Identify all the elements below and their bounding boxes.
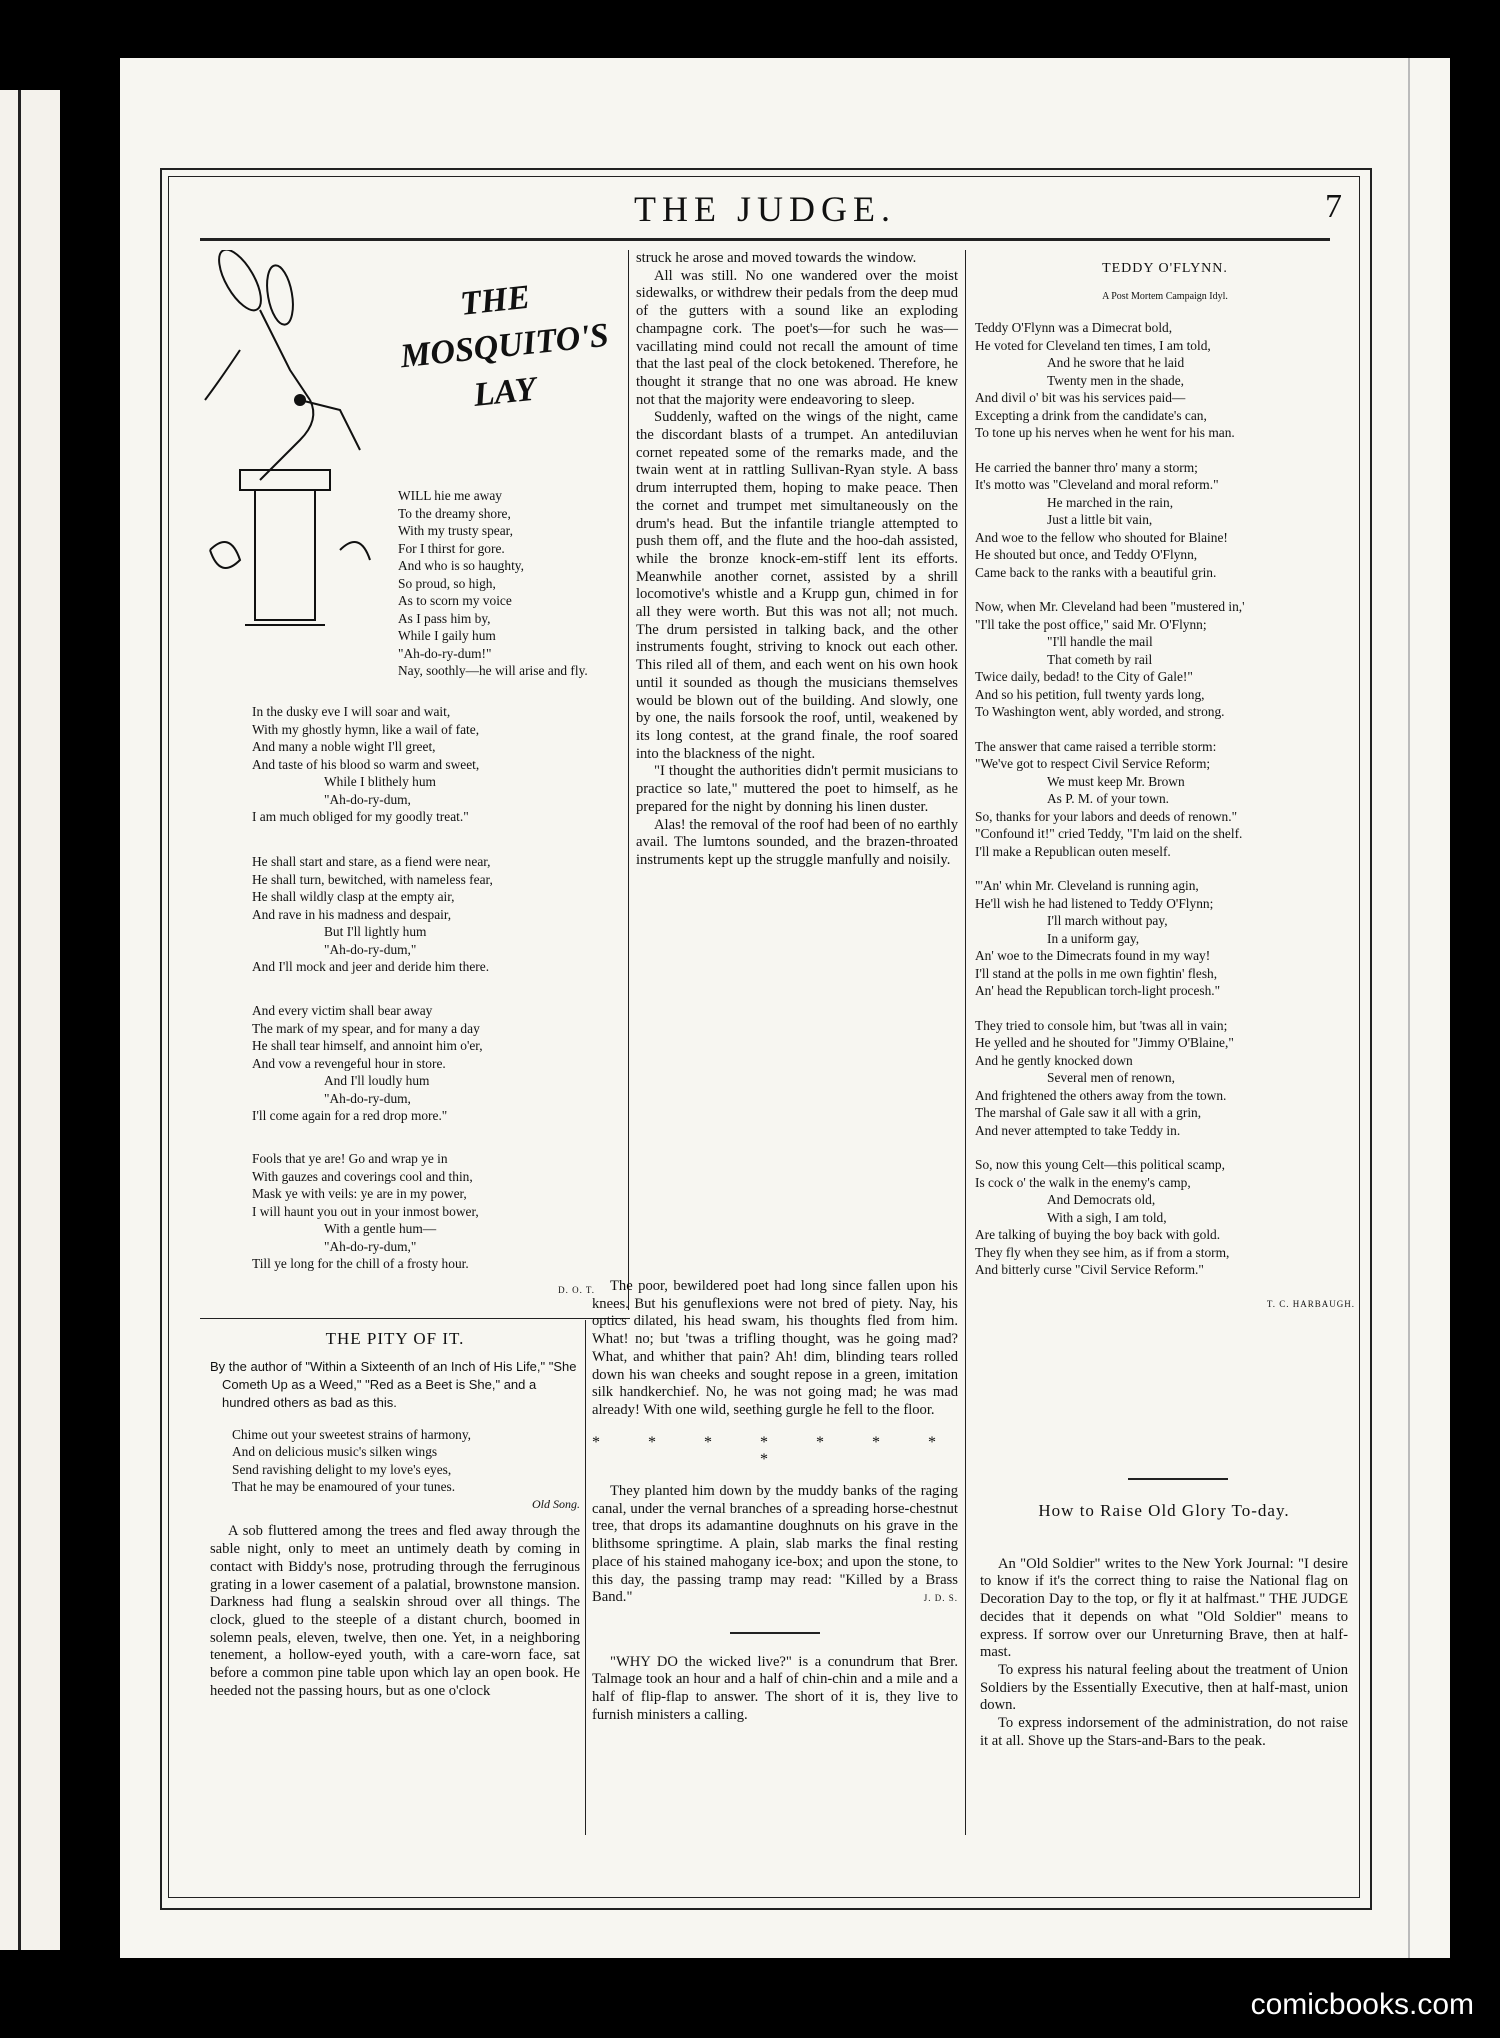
poem-line: Is cock o' the walk in the enemy's camp, — [975, 1174, 1191, 1190]
poem-line: As to scorn my voice — [398, 593, 512, 608]
poem-line: "Confound it!" cried Teddy, "I'm laid on the shelf. — [975, 826, 1243, 841]
poem-line: But I'll lightly hum — [324, 924, 427, 939]
poem-line: Nay, soothly—he will arise and fly. — [398, 663, 588, 678]
poem-line: And taste of his blood so warm and sweet, — [252, 756, 480, 772]
paragraph: The poor, bewildered poet had long since fallen upon his knees. But his genuflexions were not bred of piety. Nay, his optics dilated, his head swam, his thoughts fled from him. What! no; but 'twas a trifling thought, was he going mad? What, and whither that pain? Ah! dim, blinding tears rolled down his wan cheeks and sought repose in a green, imitation silk handkerchief. No, he was not going mad; he was mad already! With one wild, seething gurgle he fell to the floor. — [592, 1278, 958, 1418]
teddy-subtitle: A Post Mortem Campaign Idyl. — [1102, 290, 1228, 302]
section-rule — [200, 1318, 630, 1319]
pity-title: THE PITY OF IT. — [325, 1329, 465, 1348]
pity-article — [210, 1330, 580, 1700]
poem-line: As P. M. of your town. — [1047, 791, 1170, 806]
poem-line: Now, when Mr. Cleveland had been "mustered in,' — [975, 599, 1245, 614]
poem-line: To Washington went, ably worded, and strong. — [975, 704, 1225, 719]
mosquito-stanza-5 — [252, 1150, 622, 1273]
teddy-stanza — [975, 1017, 1355, 1140]
poem-line: That cometh by rail — [1047, 651, 1153, 667]
poem-line: And bitterly curse "Civil Service Reform." — [975, 1262, 1204, 1277]
poem-line: And rave in his madness and despair, — [252, 906, 452, 922]
paragraph: Alas! the removal of the roof had been of no earthly avail. The lumtons sounded, and the brazen-throated instruments kept up the struggle manfully and noisily. — [636, 816, 958, 868]
poem-line: And divil o' bit was his services paid— — [975, 390, 1186, 405]
poem-line: WILL hie me away — [398, 488, 502, 503]
poem-line: That he may be enamoured of your tunes. — [232, 1479, 456, 1495]
mosquito-art-title: THE MOSQUITO'S LAY — [398, 278, 611, 414]
mosquito-stanza-3 — [252, 853, 622, 976]
poem-line: And frightened the others away from the town. — [975, 1087, 1227, 1103]
short-rule — [1128, 1478, 1228, 1480]
poem-line: An' head the Republican torch-light procesh." — [975, 983, 1221, 998]
paragraph: struck he arose and moved towards the window. — [636, 250, 917, 266]
column-divider — [585, 1320, 586, 1835]
poem-line: Chime out your sweetest strains of harmony, — [232, 1426, 472, 1442]
poem-line: I will haunt you out in your inmost bower, — [252, 1203, 479, 1219]
poem-line: And many a noble wight I'll greet, — [252, 739, 436, 754]
paragraph: "WHY DO the wicked live?" is a conundrum that Brer. Talmage took an hour and a half of chin-chin and a mile and a half of flip-flap to answer. The short of it is, they live to furnish ministers a calling. — [592, 1653, 958, 1723]
poem-line: Several men of renown, — [1047, 1070, 1175, 1085]
poem-line: They tried to console him, but 'twas all in vain; — [975, 1017, 1228, 1033]
poem-line: He shall start and stare, as a fiend were near, — [252, 854, 491, 869]
poem-line: "Ah-do-ry-dum!" — [398, 645, 492, 661]
poem-line: And he swore that he laid — [1047, 355, 1185, 370]
poem-line: And who is so haughty, — [398, 558, 524, 573]
poem-line: And on delicious music's silken wings — [232, 1444, 438, 1460]
poem-line: The marshal of Gale saw it all with a grin, — [975, 1105, 1202, 1120]
poem-line: "I'll take the post office," said Mr. O'Flynn; — [975, 616, 1207, 632]
masthead-title: THE JUDGE. — [634, 189, 896, 229]
poem-line: I'll come again for a red drop more." — [252, 1108, 448, 1123]
poem-line: For I thirst for gore. — [398, 540, 505, 556]
poem-line: So proud, so high, — [398, 575, 496, 591]
poem-line: "Ah-do-ry-dum, — [324, 1090, 411, 1106]
poem-line: "I'll handle the mail — [1047, 634, 1153, 649]
poem-line: And I'll mock and jeer and deride him there. — [252, 959, 490, 974]
poem-line: And every victim shall bear away — [252, 1003, 433, 1018]
teddy-stanza — [975, 459, 1355, 582]
poem-line: In the dusky eve I will soar and wait, — [252, 704, 451, 719]
poem-line: "'An' whin Mr. Cleveland is running agin, — [975, 878, 1199, 893]
pity-epigraph — [210, 1426, 580, 1496]
poem-line: In a uniform gay, — [1047, 930, 1140, 946]
mosquito-stanza-2 — [252, 703, 622, 826]
page-number: 7 — [1325, 188, 1342, 225]
poem-line: And I'll loudly hum — [324, 1073, 430, 1088]
poem-line: He shall wildly clasp at the empty air, — [252, 889, 455, 904]
paragraph-signature: J. D. S. — [923, 1592, 958, 1603]
mosquito-stanza-1 — [398, 487, 618, 680]
poem-line: And Democrats old, — [1047, 1192, 1156, 1207]
poem-line: Teddy O'Flynn was a Dimecrat bold, — [975, 320, 1173, 335]
paragraph: To express his natural feeling about the treatment of Union Soldiers by the Essentially Executive, then at half-mast, union down. — [980, 1661, 1348, 1714]
poem-line: He voted for Cleveland ten times, I am told, — [975, 337, 1211, 353]
poem-line: "Ah-do-ry-dum," — [324, 941, 417, 957]
poem-line: Till ye long for the chill of a frosty hour. — [252, 1256, 469, 1271]
section-stars: * * * * * * * * — [592, 1433, 958, 1469]
poem-line: "Ah-do-ry-dum, — [324, 791, 411, 807]
pity-paragraph: A sob fluttered among the trees and fled away through the sable night, only to meet an untimely death by coming in contact with Biddy's nose, protruding through the ferruginous grating in a lower casement of a palatial, brownstone mansion. Darkness had flung a sealskin shroud over all things. The clock, glued to the steeple of a distant church, boomed in solemn peals, eleven, twelve, then one. Yet, in a neighboring tenement, a hollow-eyed youth, with a care-worn face, sat before a common pine table upon which lay an open book. He heeded not the passing hours, but as one o'clock — [210, 1523, 580, 1699]
middle-column-lower — [592, 1278, 958, 1724]
poem-line: He'll wish he had listened to Teddy O'Flynn; — [975, 895, 1214, 911]
glory-article — [980, 1502, 1348, 1750]
poem-line: He yelled and he shouted for "Jimmy O'Blaine," — [975, 1035, 1234, 1050]
mosquito-signature: D. O. T. — [558, 1285, 595, 1295]
column-divider — [965, 250, 966, 1835]
teddy-signature: T. C. HARBAUGH. — [1266, 1298, 1355, 1309]
poem-line: Mask ye with veils: ye are in my power, — [252, 1186, 467, 1201]
masthead — [180, 188, 1350, 238]
poem-line: So, thanks for your labors and deeds of renown." — [975, 808, 1238, 824]
poem-line: I am much obliged for my goodly treat." — [252, 809, 469, 824]
poem-line: And he gently knocked down — [975, 1052, 1133, 1068]
poem-line: An' woe to the Dimecrats found in my way! — [975, 948, 1211, 963]
poem-line: He carried the banner thro' many a storm; — [975, 459, 1198, 475]
pity-byline: By the author of "Within a Sixteenth of an Inch of His Life," "She Cometh Up as a Weed," "Red as a Beet is She," and a hundred others as bad as this. — [210, 1358, 577, 1410]
middle-column — [636, 250, 958, 870]
poem-line: I'll stand at the polls in me own fightin' flesh, — [975, 965, 1218, 981]
poem-line: "We've got to respect Civil Service Reform; — [975, 756, 1211, 771]
column-divider — [628, 250, 629, 1310]
teddy-poem — [975, 260, 1355, 1313]
teddy-stanza — [975, 738, 1355, 861]
poem-line: Are talking of buying the boy back with gold. — [975, 1227, 1221, 1242]
teddy-stanza — [975, 598, 1355, 721]
poem-line: We must keep Mr. Brown — [1047, 773, 1185, 789]
poem-line: Send ravishing delight to my love's eyes, — [232, 1461, 452, 1477]
paragraph: An "Old Soldier" writes to the New York Journal: "I desire to know if it's the correct thing to raise the National flag on Decoration Day to the top, or fly it at halfmast." THE JUDGE decides that it depends on what "Old Soldier" means to express. If sorrow over our Unreturning Brave, then at half-mast. — [980, 1555, 1348, 1661]
poem-line: Twice daily, bedad! to the City of Gale!" — [975, 669, 1193, 684]
glory-title: How to Raise Old Glory To-day. — [1038, 1501, 1290, 1520]
mosquito-stanza-4 — [252, 1002, 622, 1125]
poem-line: He marched in the rain, — [1047, 494, 1174, 510]
teddy-stanza — [975, 1156, 1355, 1279]
paragraph: They planted him down by the muddy banks of the raging canal, under the vernal branches of a spreading horse-chestnut tree, that drops its adamantine doughnuts on his grave in the blithsome springtime. A plain, slab marks the final resting place of his stained mahogany ice-box; and upon the stone, to this day, the passing tramp may read: "Killed by a Brass Band." — [592, 1483, 958, 1606]
poem-line: I'll march without pay, — [1047, 913, 1168, 928]
paragraph: Suddenly, wafted on the wings of the night, came the discordant blasts of a trumpet. An antediluvian cornet repeated some of the remarks made, and the twain went at in rattling Sullivan-Ryan style. A bass drum interrupted them, hoping to make peace. Then the cornet and trumpet met simultaneously on the drum's head. But the infantile triangle attempted to push them off, and the flute and the hoo-dah assisted, while the bronze knock-em-stiff lent its efforts. Meanwhile another cornet, assisted by a shrill locomotive's whistle and a Krupp gun, chimed in for all they were worth. But this was not all; not much. The drum persisted in talking back, and the other instruments fought, striving to knock out each other. This riled all of them, and each went on his own hook until it sounded as though the musicians themselves would be blown out of the building. And slowly, one by one, the nails forsook the roof, until, weakened by its long contest, at the grand finale, the roof soared into the blackness of the night. — [636, 409, 958, 762]
poem-line: So, now this young Celt—this political scamp, — [975, 1157, 1225, 1172]
watermark: comicbooks.com — [1250, 1988, 1474, 2021]
paragraph: "I thought the authorities didn't permit musicians to practice so late," muttered the poet to himself, as he prepared for the night by donning his linen duster. — [636, 763, 958, 815]
poem-line: The answer that came raised a terrible storm: — [975, 738, 1217, 754]
poem-line: Excepting a drink from the candidate's can, — [975, 407, 1207, 423]
poem-line: With a sigh, I am told, — [1047, 1209, 1167, 1225]
poem-line: And woe to the fellow who shouted for Blaine! — [975, 529, 1228, 545]
poem-line: While I gaily hum — [398, 628, 496, 643]
paragraph: To express indorsement of the administration, do not raise it at all. Shove up the Stars-and-Bars to the peak. — [980, 1715, 1348, 1749]
header-rule — [200, 238, 1330, 241]
poem-line: I'll make a Republican outen meself. — [975, 843, 1171, 859]
poem-line: While I blithely hum — [324, 774, 436, 789]
adjacent-page-edge — [0, 90, 60, 1950]
poem-line: Twenty men in the shade, — [1047, 372, 1185, 388]
teddy-stanza — [975, 319, 1355, 442]
poem-line: "Ah-do-ry-dum," — [324, 1238, 417, 1254]
epigraph-source: Old Song. — [532, 1496, 580, 1511]
poem-line: He shall turn, bewitched, with nameless fear, — [252, 871, 493, 887]
poem-line: He shall tear himself, and annoint him o'er, — [252, 1038, 483, 1053]
paragraph: All was still. No one wandered over the moist sidewalks, or withdrew their pedals from the deep mud of the gutters with a sound like an exploding champagne cork. The poet's—for such he was—vacillating mind could not recall the amount of time that the last peal of the clock betokened. Therefore, he thought it strange that no one was abroad. He knew not that the majority were endeavoring to sleep. — [636, 267, 958, 408]
teddy-stanza — [975, 877, 1355, 1000]
short-rule — [730, 1632, 820, 1634]
poem-line: He shouted but once, and Teddy O'Flynn, — [975, 547, 1198, 562]
poem-line: As I pass him by, — [398, 610, 491, 626]
poem-line: To the dreamy shore, — [398, 505, 511, 521]
poem-line: The mark of my spear, and for many a day — [252, 1020, 480, 1036]
poem-line: With a gentle hum— — [324, 1221, 437, 1236]
poem-line: To tone up his nerves when he went for his man. — [975, 425, 1235, 440]
poem-line: And so his petition, full twenty yards long, — [975, 686, 1205, 702]
poem-line: With my trusty spear, — [398, 523, 513, 538]
poem-line: They fly when they see him, as if from a storm, — [975, 1244, 1230, 1260]
poem-line: Fools that ye are! Go and wrap ye in — [252, 1151, 448, 1166]
teddy-title: TEDDY O'FLYNN. — [1102, 261, 1228, 276]
poem-line: Came back to the ranks with a beautiful grin. — [975, 564, 1217, 580]
poem-line: It's motto was "Cleveland and moral reform." — [975, 477, 1219, 492]
poem-line: With gauzes and coverings cool and thin, — [252, 1168, 473, 1184]
poem-line: Just a little bit vain, — [1047, 512, 1153, 527]
poem-line: With my ghostly hymn, like a wail of fate, — [252, 721, 480, 737]
poem-line: And never attempted to take Teddy in. — [975, 1122, 1181, 1138]
poem-line: And vow a revengeful hour in store. — [252, 1055, 446, 1071]
